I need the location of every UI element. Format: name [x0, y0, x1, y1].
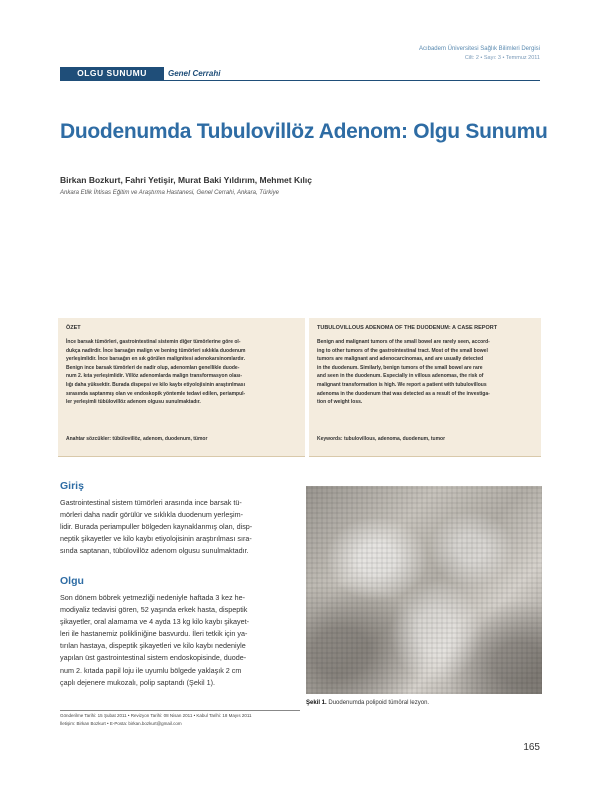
abstract-english-keywords: Keywords: tubulovillous, adenoma, duodenum, tumor [317, 436, 446, 442]
abstract-english-text: Benign and malignant tumors of the small bowel are rarely seen, accord- ing to other tumors of the gastrointestinal tract. Most of the small bowel tumors are malignant and adenocarcinomas, and are usually detected in the duodenum. Similarly, benign tumors of the small bowel are rare and seen in the duodenum. Especially in villous adenomas, the risk of malignant transformation is high. We report a patient with tubulovillous adenoma in the duodenum that was detected as a result of the investiga- tion of weight loss. [317, 339, 490, 406]
journal-name: Acıbadem Üniversitesi Sağlık Bilimleri Dergisi [418, 46, 540, 52]
figure-caption-text: Duodenumda polipoid tümöral lezyon. [328, 700, 430, 706]
giris-text: Gastrointestinal sistem tümörleri arasında ince barsak tü- mörleri daha nadir görülür ve sıklıkla duodenum yerleşim- lidir. Burada periampuller bölgeden kaynaklanmış olan, disp- neptik şikayetler ve kilo kaybı etiyolojisinin araştırılması sıra- sında saptanan, tübülovillöz adenom olgusu sunulmaktadır. [60, 498, 253, 556]
figure-caption [306, 700, 429, 706]
section-tag: Genel Cerrahi [168, 69, 221, 78]
olgu-text: Son dönem böbrek yetmezliği nedeniyle haftada 3 kez he- modiyaliz tedavisi gören, 52 yaşında erkek hasta, dispeptik şikayetler, oral alamama ve 4 ayda 13 kg kilo kaybı şikayet- leri ile hastanemiz polikliniğine basvurdu. İleri tetkik için ya- tırılan hastaya, dispeptik şikayetleri ve kilo kaybı nedeniyle yapılan üst gastrointestinal sistem endoskopisinde, duode- num 2. kıtada papil loju ile uyumlu bölgede yaklaşık 2 cm çaplı dejenere mukozalı, polip saptandı (Şekil 1). [60, 593, 249, 687]
article-affiliation: Ankara Etlik İhtisas Eğitim ve Araştırma Hastanesi, Genel Cerrahi, Ankara, Türkiye [60, 190, 279, 196]
abstract-turkish-heading: ÖZET [66, 325, 81, 331]
section-label: OLGU SUNUMU [60, 67, 164, 80]
abstract-english-box [309, 318, 541, 457]
article-title: Duodenumda Tubulovillöz Adenom: Olgu Sunumu [60, 120, 548, 143]
footnote-divider [60, 710, 300, 711]
abstract-english-heading: TUBULOVILLOUS ADENOMA OF THE DUODENUM: A CASE REPORT [317, 325, 498, 331]
article-authors: Birkan Bozkurt, Fahri Yetişir, Murat Baki Yıldırım, Mehmet Kılıç [60, 175, 312, 185]
abstract-turkish-text: İnce barsak tümörleri, gastrointestinal sistemin diğer tümörlerine göre ol- dukça nadirdir. İnce barsağın malign ve bening tümörleri sıklıkla duodenum yerleşimlidir. İnce barsağın en sık görülen malignitesi adenokarsinomlardır. Benign ince barsak tümörleri de nadir olup, adenomları genellikle duode- num 2. kıta yerleşimlidir. Villöz adenomlarda malign transformasyon olası- lığı daha yüksektir. Burada dispepsi ve kilo kaybı etiyolojisinin araştırılması sırasında saptanmış olan ve endoskopik yöntemle tedavi edilen, periampul- ler yerleşimli tübülovillöz adenom olgusu sunulmaktadır. [66, 339, 246, 406]
footnote-dates: Gönderilme Tarihi: 15 Şubat 2011 • Revizyon Tarihi: 08 Nisan 2011 • Kabul Tarihi: 18 Mayıs 2011 [60, 713, 252, 718]
footnote-contact: İletişim: Birkan Bozkurt • E-Posta: birkan.bozkurt@gmail.com [60, 721, 182, 726]
journal-issue: Cilt: 2 • Sayı: 3 • Temmuz 2011 [464, 55, 540, 61]
giris-heading: Giriş [60, 480, 84, 492]
abstract-turkish-box [58, 318, 305, 457]
endoscopy-figure-image [306, 486, 542, 694]
abstract-turkish-keywords: Anahtar sözcükler: tübülovillöz, adenom, duodenum, tümor [66, 436, 208, 442]
olgu-heading: Olgu [60, 575, 84, 587]
section-divider [60, 80, 540, 81]
page-number: 165 [523, 742, 540, 753]
figure-label: Şekil 1. [306, 700, 327, 706]
